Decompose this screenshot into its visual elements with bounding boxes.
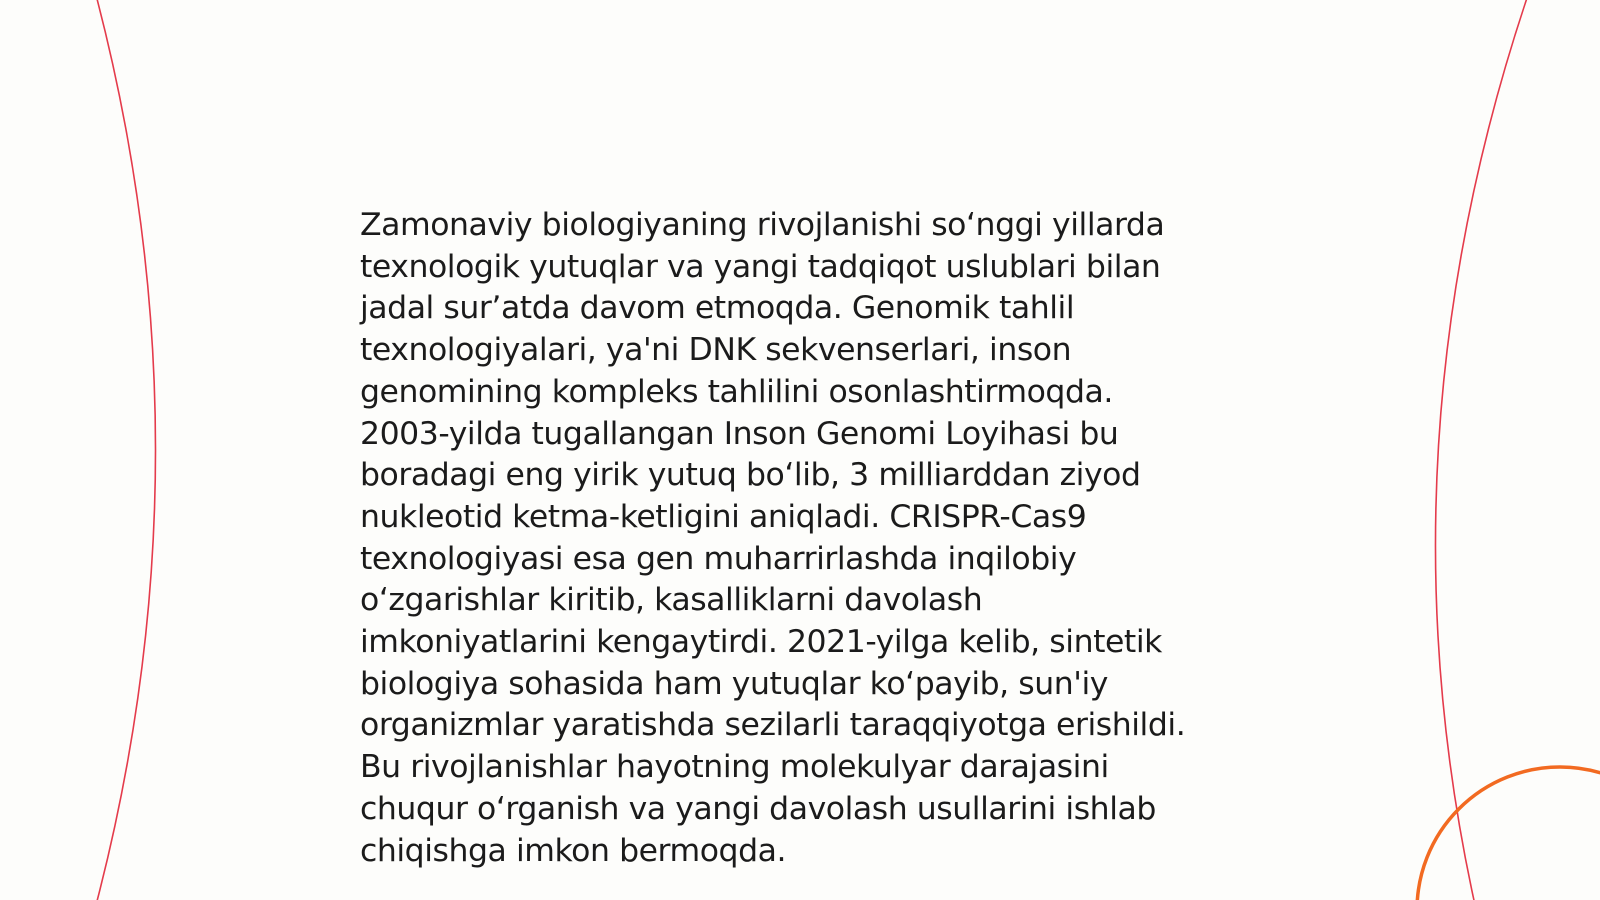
body-line: boradagi eng yirik yutuq bo‘lib, 3 milliarddan ziyod xyxy=(360,457,1141,494)
body-line: genomining kompleks tahlilini osonlashtirmoqda. xyxy=(360,373,1113,410)
orange-circle-decoration xyxy=(1417,767,1600,900)
body-line: texnologik yutuqlar va yangi tadqiqot uslublari bilan xyxy=(360,248,1161,285)
body-line: imkoniyatlarini kengaytirdi. 2021-yilga kelib, sintetik xyxy=(360,624,1162,661)
body-line: jadal sur’atda davom etmoqda. Genomik tahlil xyxy=(360,290,1075,327)
body-paragraph xyxy=(360,205,1260,872)
body-line: biologiya sohasida ham yutuqlar ko‘payib, sun'iy xyxy=(360,665,1108,702)
body-line: organizmlar yaratishda sezilarli taraqqiyotga erishildi. xyxy=(360,707,1186,744)
right-arc-decoration xyxy=(1435,0,1528,900)
body-line: Zamonaviy biologiyaning rivojlanishi so‘nggi yillarda xyxy=(360,207,1165,243)
body-line: o‘zgarishlar kiritib, kasalliklarni davolash xyxy=(360,582,983,619)
body-line: nukleotid ketma-ketligini aniqladi. CRISPR-Cas9 xyxy=(360,498,1087,535)
body-line: Bu rivojlanishlar hayotning molekulyar darajasini xyxy=(360,749,1109,786)
left-arc-decoration xyxy=(96,0,156,900)
body-line: texnologiyasi esa gen muharrirlashda inqilobiy xyxy=(360,540,1077,577)
body-line: 2003-yilda tugallangan Inson Genomi Loyihasi bu xyxy=(360,415,1119,452)
body-line: chiqishga imkon bermoqda. xyxy=(360,832,787,869)
body-line: texnologiyalari, ya'ni DNK sekvenserlari, inson xyxy=(360,332,1072,369)
body-line: chuqur o‘rganish va yangi davolash usullarini ishlab xyxy=(360,790,1156,827)
